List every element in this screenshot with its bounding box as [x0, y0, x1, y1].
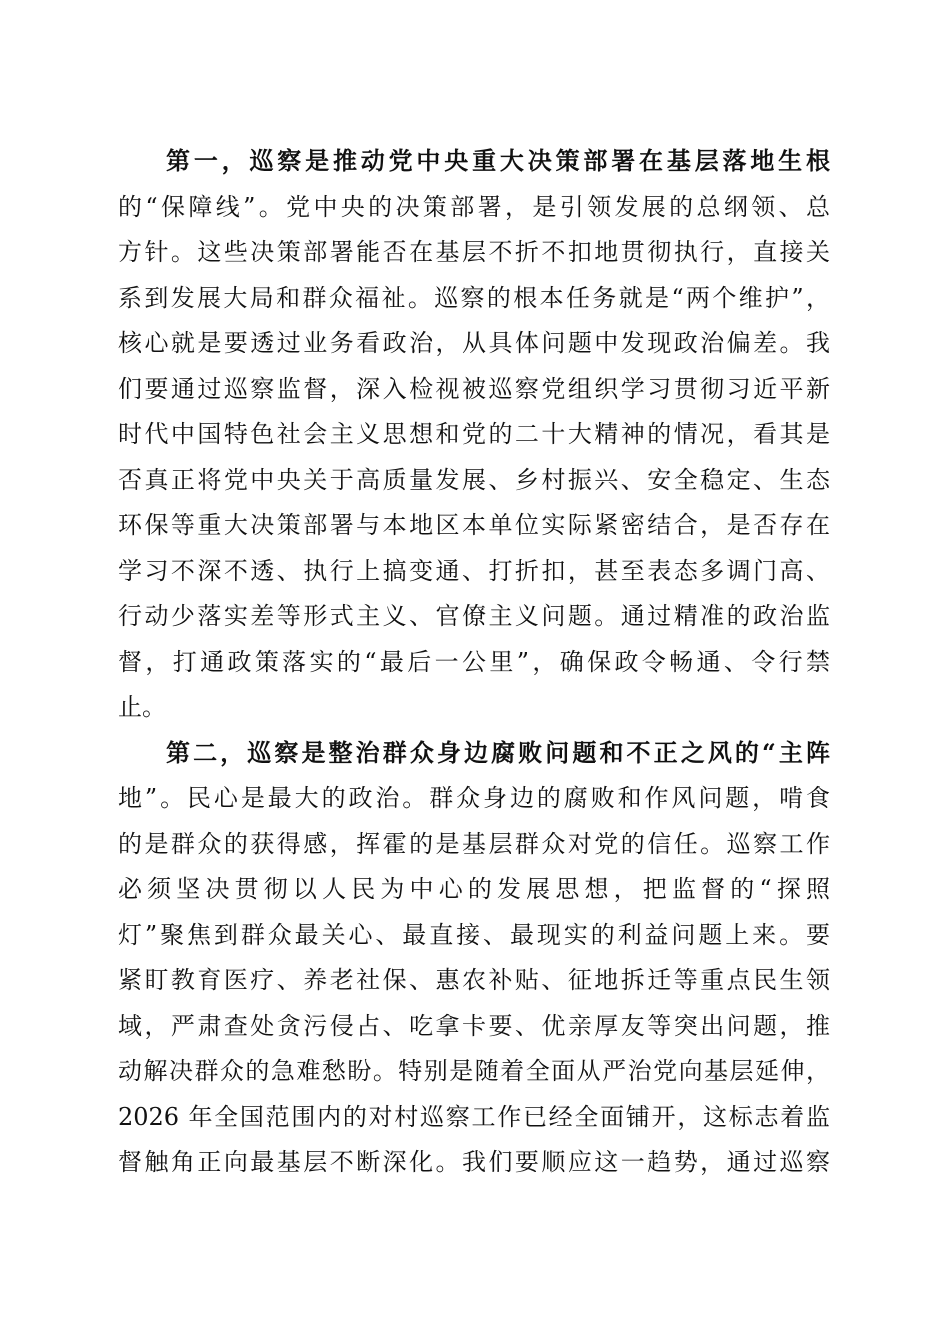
paragraph-2-line: 督触角正向最基层不断深化。我们要顺应这一趋势，通过巡察 — [118, 1148, 830, 1176]
paragraph-1-heading-line: 第一，巡察是推动党中央重大决策部署在基层落地生根 — [166, 146, 830, 175]
paragraph-2-line: 必须坚决贯彻以人民为中心的发展思想，把监督的“探照 — [118, 875, 830, 903]
paragraph-1-line: 学习不深不透、执行上搞变通、打折扣，甚至表态多调门高、 — [118, 556, 830, 585]
paragraph-2-line: 的是群众的获得感，挥霍的是基层群众对党的信任。巡察工作 — [118, 829, 830, 858]
paragraph-1-line: 们要通过巡察监督，深入检视被巡察党组织学习贯彻习近平新 — [118, 374, 830, 403]
paragraph-1-line: 止。 — [118, 693, 166, 721]
paragraph-2-line: 灯”聚焦到群众最关心、最直接、最现实的利益问题上来。要 — [118, 920, 830, 949]
paragraph-1-line: 方针。这些决策部署能否在基层不折不扣地贯彻执行，直接关 — [118, 238, 830, 266]
paragraph-1-line: 系到发展大局和群众福祉。巡察的根本任务就是“两个维护”， — [118, 283, 830, 312]
paragraph-2-line: 地”。民心是最大的政治。群众身边的腐败和作风问题，啃食 — [118, 784, 830, 812]
paragraph-1-line: 核心就是要透过业务看政治，从具体问题中发现政治偏差。我 — [118, 329, 830, 357]
paragraph-1-line: 环保等重大决策部署与本地区本单位实际紧密结合，是否存在 — [118, 511, 830, 539]
paragraph-1-line: 时代中国特色社会主义思想和党的二十大精神的情况，看其是 — [118, 420, 830, 448]
paragraph-2-line: 紧盯教育医疗、养老社保、惠农补贴、征地拆迁等重点民生领 — [118, 966, 830, 994]
paragraph-1-line: 行动少落实差等形式主义、官僚主义问题。通过精准的政治监 — [118, 602, 830, 630]
paragraph-2-line: 2026 年全国范围内的对村巡察工作已经全面铺开，这标志着监 — [118, 1102, 830, 1131]
paragraph-1-line: 督，打通政策落实的“最后一公里”，确保政令畅通、令行禁 — [118, 647, 830, 676]
paragraph-2-line: 域，严肃查处贪污侵占、吃拿卡要、优亲厚友等突出问题，推 — [118, 1011, 830, 1040]
paragraph-2-line: 动解决群众的急难愁盼。特别是随着全面从严治党向基层延伸， — [118, 1057, 830, 1085]
paragraph-1-line: 否真正将党中央关于高质量发展、乡村振兴、安全稳定、生态 — [118, 465, 830, 494]
paragraph-2-heading-line: 第二，巡察是整治群众身边腐败问题和不正之风的“主阵 — [166, 737, 830, 767]
paragraph-1-line: 的“保障线”。党中央的决策部署，是引领发展的总纲领、总 — [118, 192, 830, 221]
